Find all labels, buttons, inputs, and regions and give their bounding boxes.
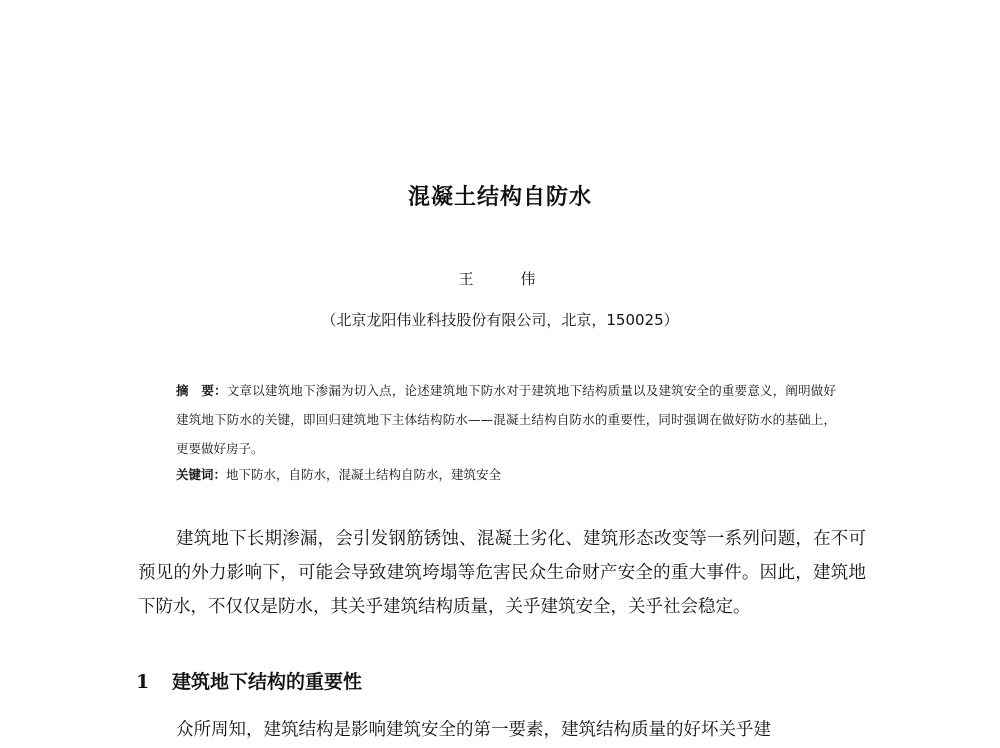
abstract-text: 文章以建筑地下渗漏为切入点，论述建筑地下防水对于建筑地下结构质量以及建筑安全的重要意义，阐明做好建筑地下防水的关键，即回归建筑地下主体结构防水——混凝土结构自防水的重要性，同时强调在做好防水的基础上，更要做好房子。	[176, 383, 836, 456]
keywords	[176, 463, 836, 487]
section-1-paragraph: 众所周知，建筑结构是影响建筑安全的第一要素，建筑结构质量的好坏关乎建	[176, 720, 771, 740]
abstract-label: 摘 要：	[176, 383, 227, 398]
abstract	[176, 376, 836, 463]
section-1-number: 1	[136, 671, 150, 693]
keywords-text: 地下防水，自防水，混凝土结构自防水，建筑安全	[226, 467, 502, 482]
keywords-label: 关键词：	[176, 467, 227, 482]
paper-affiliation: （北京龙阳伟业科技股份有限公司，北京，150025）	[321, 311, 679, 329]
section-1-title: 建筑地下结构的重要性	[172, 671, 363, 693]
section-1-heading	[136, 667, 362, 697]
intro-paragraph: 建筑地下长期渗漏，会引发钢筋锈蚀、混凝土劣化、建筑形态改变等一系列问题，在不可预见的外力影响下，可能会导致建筑垮塌等危害民众生命财产安全的重大事件。因此，建筑地下防水，不仅仅是防水，其关乎建筑结构质量，关乎建筑安全，关乎社会稳定。	[138, 529, 866, 617]
paper-author: 王 伟	[458, 270, 550, 288]
paper-title: 混凝土结构自防水	[407, 185, 592, 210]
